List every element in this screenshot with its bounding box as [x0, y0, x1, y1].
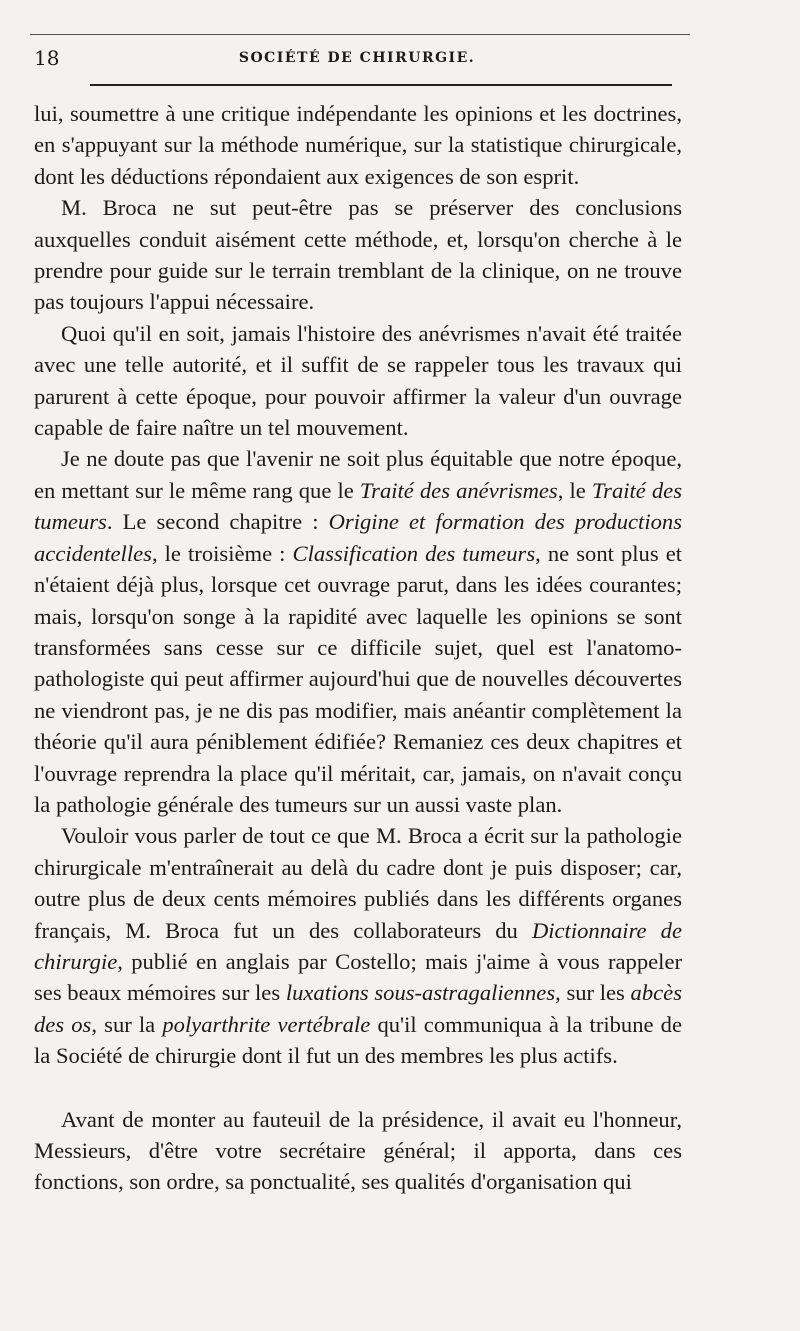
header-rule [90, 84, 672, 86]
italic-title: Origine et formation des productions accidentelles [34, 509, 682, 566]
text-run: , le [557, 477, 592, 503]
text-run: . Le second chapitre : [106, 509, 329, 535]
paragraph [34, 98, 682, 192]
italic-title: abcès des os [34, 980, 682, 1037]
text-run: M. Broca ne sut peut-être pas se préserver des conclusions auxquelles conduit aisément cette méthode, et, lorsqu'on cherche à le prendre pour guide sur le terrain tremblant de la clinique, on ne trouve pas toujours l'appui nécessaire. [34, 195, 682, 315]
page-number: 18 [34, 46, 60, 70]
text-run: Vouloir vous parler de tout ce que M. Broca a écrit sur la pathologie chirurgicale m'entraînerait au delà du cadre dont je puis disposer; car, outre plus de deux cents mémoires publiés dans les différents organes français, M. Broca fut un des collaborateurs du [34, 823, 682, 943]
paragraph [34, 192, 682, 318]
body-text [34, 98, 682, 1198]
italic-title: polyarthrite vertébrale [162, 1011, 371, 1037]
text-run: , publié en anglais par Costello; mais j'aime à vous rappeler ses beaux mémoires sur les [34, 948, 682, 1006]
top-rule [30, 34, 690, 35]
paragraph [34, 1104, 682, 1198]
italic-title: Classification des tumeurs [292, 540, 536, 566]
italic-title: Dictionnaire de chirurgie [34, 917, 682, 974]
text-run: , sur les [555, 980, 631, 1006]
text-run: Avant de monter au fauteuil de la présidence, il avait eu l'honneur, Messieurs, d'être votre secrétaire général; il apporta, dans ces fonctions, son ordre, sa ponctualité, ses qualités d'organisation qui [34, 1106, 682, 1195]
text-run: Je ne doute pas que l'avenir ne soit plus équitable que notre époque, en mettant sur le même rang que le [34, 446, 682, 503]
italic-title: Traité des anévrismes [359, 477, 558, 503]
text-run: , sur la [91, 1011, 163, 1037]
italic-title: luxations sous-astragaliennes [285, 980, 556, 1006]
text-run: , le troisième : [151, 540, 293, 566]
paragraph [34, 443, 682, 820]
running-title: SOCIÉTÉ DE CHIRURGIE. [238, 50, 476, 66]
text-run: lui, soumettre à une critique indépendante les opinions et les doctrines, en s'appuyant sur la méthode numérique, sur la statistique chirurgicale, dont les déductions répondaient aux exigences de son esprit. [34, 101, 682, 189]
italic-title: Traité des tumeurs [34, 477, 683, 535]
text-run: , ne sont plus et n'étaient déjà plus, lorsque cet ouvrage parut, dans les idées courantes; mais, lorsqu'on songe à la rapidité avec laquelle les opinions se sont transformées sans cesse sur ce difficile sujet, quel est l'anatomo-pathologiste qui peut affirmer aujourd'hui que de nouvelles découvertes ne viendront pas, je ne dis pas modifier, mais anéantir complètement la théorie qu'il aura péniblement édifiée? Remaniez ces deux chapitres et l'ouvrage reprendra la place qu'il méritait, car, jamais, on n'avait conçu la pathologie générale des tumeurs sur un aussi vaste plan. [34, 540, 683, 817]
text-run: Quoi qu'il en soit, jamais l'histoire des anévrismes n'avait été traitée avec une telle autorité, et il suffit de se rappeler tous les travaux qui parurent à cette époque, pour pouvoir affirmer la valeur d'un ouvrage capable de faire naître un tel mouvement. [34, 320, 682, 441]
text-run: qu'il communiqua à la tribune de la Société de chirurgie dont il fut un des membres les plus actifs. [34, 1011, 683, 1069]
page-header [34, 44, 680, 74]
paragraph [34, 318, 682, 444]
paragraph [34, 820, 682, 1071]
